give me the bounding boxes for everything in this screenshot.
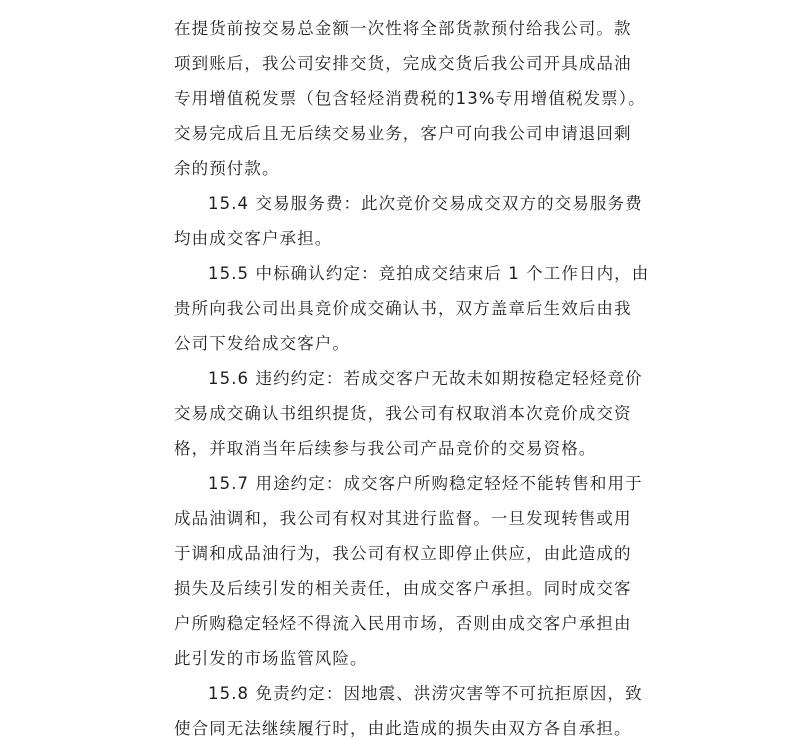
text-line: 均由成交客户承担。 [174,229,333,248]
text-line: 使合同无法继续履行时，由此造成的损失由双方各自承担。 [174,719,632,738]
text-line: 于调和成品油行为，我公司有权立即停止供应，由此造成的 [174,544,632,563]
text-line: 格，并取消当年后续参与我公司产品竞价的交易资格。 [174,439,597,458]
clause-15-6-start: 15.6 违约约定：若成交客户无故未如期按稳定轻烃竞价 [208,369,643,388]
text-line: 户所购稳定轻烃不得流入民用市场，否则由成交客户承担由 [174,614,632,633]
clause-15-5-start: 15.5 中标确认约定：竞拍成交结束后 1 个工作日内，由 [208,264,650,283]
text-line: 在提货前按交易总金额一次性将全部货款预付给我公司。款 [174,19,632,38]
text-line: 交易完成后且无后续交易业务，客户可向我公司申请退回剩 [174,124,632,143]
clause-15-7-start: 15.7 用途约定：成交客户所购稳定轻烃不能转售和用于 [208,474,643,493]
text-line: 项到账后，我公司安排交货，完成交货后我公司开具成品油 [174,54,632,73]
text-line: 专用增值税发票（包含轻烃消费税的13%专用增值税发票）。 [174,89,646,108]
text-line: 交易成交确认书组织提货，我公司有权取消本次竞价成交资 [174,404,632,423]
clause-15-4-start: 15.4 交易服务费：此次竞价交易成交双方的交易服务费 [208,194,643,213]
text-line: 成品油调和，我公司有权对其进行监督。一旦发现转售或用 [174,509,632,528]
text-line: 此引发的市场监管风险。 [174,649,368,668]
text-line: 贵所向我公司出具竞价成交确认书，双方盖章后生效后由我 [174,299,632,318]
text-line: 损失及后续引发的相关责任，由成交客户承担。同时成交客 [174,579,632,598]
clause-15-8-start: 15.8 免责约定：因地震、洪涝灾害等不可抗拒原因，致 [208,684,643,703]
text-line: 公司下发给成交客户。 [174,334,350,353]
text-line: 余的预付款。 [174,159,280,178]
